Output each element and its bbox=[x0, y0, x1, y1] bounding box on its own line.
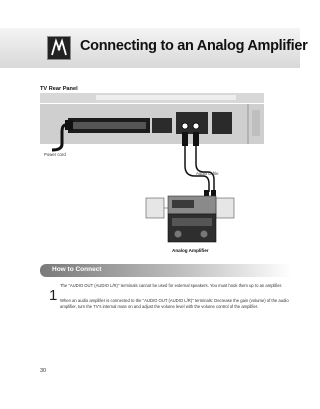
terminal-block-right bbox=[212, 112, 232, 134]
amplifier-input-ports bbox=[172, 200, 194, 208]
power-cord-label: Power cord bbox=[44, 152, 66, 157]
step-number: 1 bbox=[49, 287, 58, 304]
audio-cable-right bbox=[196, 146, 214, 192]
terminal-block-left-ports bbox=[72, 122, 146, 129]
page-number: 30 bbox=[40, 368, 47, 374]
instruction-paragraph-2: When an audio amplifier is connected to the "AUDIO OUT (AUDIO L/R)" terminals: Decrease the gain (volume) of the audio amplifier, turn the TV's internal mute on and adjust the volume level with the volume control of the amplifier. bbox=[60, 298, 289, 309]
tv-vent-strip bbox=[96, 95, 236, 100]
audio-out-left-jack bbox=[182, 123, 188, 129]
analog-amplifier-label: Analog Amplifier bbox=[172, 248, 209, 253]
audio-out-right-jack bbox=[193, 123, 199, 129]
amplifier-display bbox=[172, 218, 212, 226]
tv-rear-panel-label: TV Rear Panel bbox=[40, 86, 78, 92]
left-speaker bbox=[146, 198, 164, 218]
amplifier-knob-right bbox=[201, 231, 208, 238]
audio-out-block bbox=[176, 112, 208, 134]
cable-plug-left-top bbox=[182, 132, 188, 146]
cable-plug-right-top bbox=[193, 132, 199, 146]
power-cord-plug bbox=[65, 120, 73, 130]
amplifier-knob-left bbox=[175, 231, 182, 238]
instruction-paragraph-1: The "AUDIO OUT (AUDIO L/R)" terminals cannot be used for external speakers. You must hook them up to an amplifier. bbox=[60, 283, 283, 288]
terminal-block-middle bbox=[152, 118, 172, 133]
page-title: Connecting to an Analog Amplifier bbox=[80, 38, 308, 54]
section-title: How to Connect bbox=[52, 266, 102, 273]
audio-cable-label: Audio cable bbox=[196, 171, 219, 176]
right-speaker bbox=[216, 198, 234, 218]
panel-side-edge bbox=[252, 110, 260, 136]
